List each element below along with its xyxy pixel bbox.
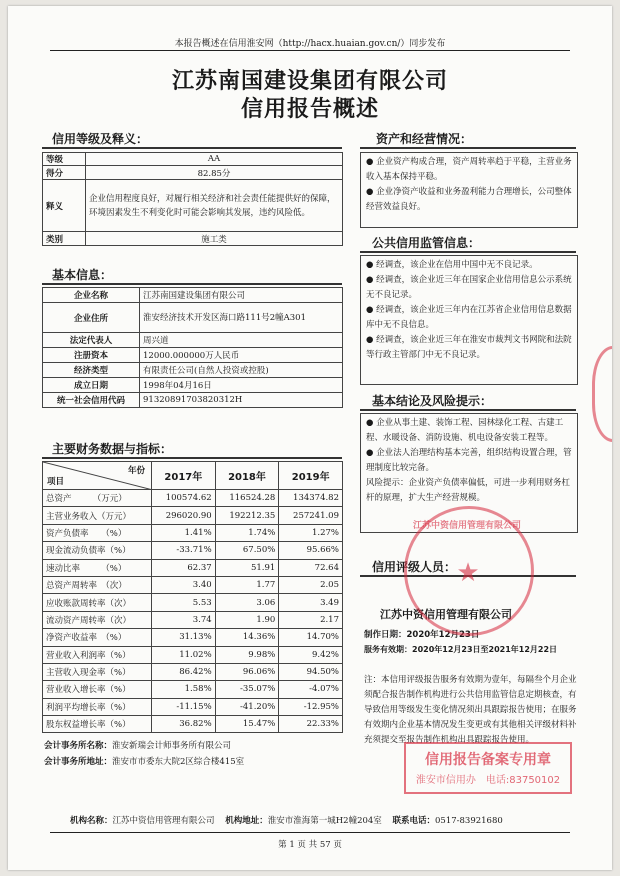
financial-heading: 主要财务数据与指标： bbox=[52, 442, 173, 456]
financial-row-label: 应收账款周转率（次） bbox=[43, 594, 152, 611]
assets-heading: 资产和经营情况： bbox=[376, 132, 473, 146]
validity-note: 注：本信用评级报告服务有效期为壹年，每隔叁个月企业须配合报告制作机构进行公共信用监管信息定期核查，有导致信用等级发生变化情况须出具跟踪报告使用；在服务有效期内企业基本情况发生变更或有其他相关评级材料补充须提交至报告制作机构出具跟踪报告使用。 bbox=[364, 675, 577, 745]
financial-row bbox=[43, 576, 343, 593]
filing-seal bbox=[404, 742, 572, 794]
financial-cell: 11.02% bbox=[152, 646, 216, 663]
financial-cell: 1.77 bbox=[215, 576, 279, 593]
financial-cell: 5.53 bbox=[152, 594, 216, 611]
score-label: 得分 bbox=[43, 166, 86, 180]
company-title: 江苏南国建设集团有限公司 bbox=[171, 68, 448, 94]
footer-org-label: 机构名称： bbox=[70, 816, 113, 826]
capital-label: 注册资本 bbox=[43, 348, 140, 363]
footer-tel-label: 联系电话： bbox=[392, 816, 436, 826]
financial-row bbox=[43, 663, 343, 680]
round-seal-text: 江苏中资信用管理有限公司 bbox=[412, 521, 521, 531]
table-corner-cell bbox=[43, 462, 152, 490]
public-box bbox=[360, 255, 578, 385]
financial-cell: 94.50% bbox=[279, 663, 343, 680]
financial-row-label: 总资产周转率 （次） bbox=[43, 576, 152, 593]
financial-cell: -41.20% bbox=[215, 698, 279, 715]
econ-type-value: 有限责任公司(自然人投资或控股) bbox=[140, 363, 343, 378]
financial-cell: 3.74 bbox=[152, 611, 216, 628]
public-item: ● 经调查，该企业在信用中国中无不良记录。 bbox=[366, 260, 538, 270]
rating-heading: 信用评级人员： bbox=[372, 560, 457, 574]
year-header: 2019年 bbox=[279, 462, 343, 490]
financial-row-label: 总资产 （万元） bbox=[43, 490, 152, 507]
financial-cell: 95.66% bbox=[279, 542, 343, 559]
financial-cell: -33.71% bbox=[152, 542, 216, 559]
financial-row-label: 主营收入现金率（%） bbox=[43, 663, 152, 680]
conclusion-item: ● 企业从事土建、装饰工程、园林绿化工程、古建工程、水暖设备、消防设施、机电设备安装工程等。 bbox=[366, 418, 564, 443]
financial-row-label: 利润平均增长率（%） bbox=[43, 698, 152, 715]
public-item: ● 经调查，该企业近三年内在江苏省企业信用信息数据库中无不良信息。 bbox=[366, 305, 572, 330]
financial-row bbox=[43, 716, 343, 733]
header-divider bbox=[50, 50, 570, 51]
company-name-label: 企业名称 bbox=[43, 288, 140, 303]
publish-note: 本报告概述在信用淮安网（http://hacx.huaian.gov.cn/）同步发布 bbox=[174, 39, 446, 49]
financial-row-label: 净资产收益率 （%） bbox=[43, 629, 152, 646]
public-heading: 公共信用监管信息： bbox=[372, 236, 481, 250]
report-page bbox=[8, 6, 612, 870]
financial-cell: 86.42% bbox=[152, 663, 216, 680]
capital-value: 12000.000000万人民币 bbox=[140, 348, 343, 363]
valid-value: 2020年12月23日至2021年12月22日 bbox=[412, 645, 558, 654]
financial-cell: 3.49 bbox=[279, 594, 343, 611]
financial-row bbox=[43, 542, 343, 559]
financial-row bbox=[43, 646, 343, 663]
financial-row-label: 流动资产周转率（次） bbox=[43, 611, 152, 628]
footer-org: 江苏中资信用管理有限公司 bbox=[112, 816, 215, 826]
footer-info bbox=[70, 814, 503, 826]
financial-cell: -12.95% bbox=[279, 698, 343, 715]
financial-cell: 14.36% bbox=[215, 629, 279, 646]
financial-row bbox=[43, 507, 343, 524]
financial-row bbox=[43, 594, 343, 611]
assets-box bbox=[360, 152, 578, 228]
financial-cell: 1.90 bbox=[215, 611, 279, 628]
auditor-line bbox=[44, 739, 231, 751]
rating-org: 江苏中资信用管理有限公司 bbox=[380, 608, 512, 621]
financial-row bbox=[43, 611, 343, 628]
made-date-value: 2020年12月23日 bbox=[406, 630, 480, 640]
credit-code-label: 统一社会信用代码 bbox=[43, 393, 140, 408]
auditor-label: 会计事务所名称： bbox=[44, 741, 113, 751]
meaning-value: 企业信用程度良好，对履行相关经济和社会责任能提供好的保障，环境因素发生不利变化时可能会影响其发展，违约风险低。 bbox=[86, 180, 343, 232]
auditor-value: 淮安新瑞会计师事务所有限公司 bbox=[112, 741, 232, 751]
financial-rows bbox=[43, 490, 343, 733]
grade-label: 等级 bbox=[43, 153, 86, 166]
auditor-address-value: 淮安市市委东大院2区综合楼415室 bbox=[112, 757, 245, 767]
financial-cell: 36.82% bbox=[152, 716, 216, 733]
risk-note: 风险提示：企业资产负债率偏低，可进一步利用财务杠杆的原理，扩大生产经营规模。 bbox=[366, 478, 571, 503]
financial-row bbox=[43, 681, 343, 698]
auditor-address-label: 会计事务所地址： bbox=[44, 757, 113, 767]
seal-star-icon: ★ bbox=[456, 558, 480, 588]
financial-cell: -11.15% bbox=[152, 698, 216, 715]
edge-seal-fragment bbox=[592, 346, 612, 442]
financial-cell: -4.07% bbox=[279, 681, 343, 698]
financial-cell: 2.05 bbox=[279, 576, 343, 593]
financial-cell: 51.91 bbox=[215, 559, 279, 576]
financial-cell: 2.17 bbox=[279, 611, 343, 628]
financial-cell: 1.74% bbox=[215, 524, 279, 541]
credit-code-value: 91320891703820312H bbox=[140, 393, 343, 408]
financial-cell: 9.98% bbox=[215, 646, 279, 663]
section-underline bbox=[42, 457, 342, 459]
legal-rep-value: 周兴道 bbox=[140, 333, 343, 348]
public-item: ● 经调查，该企业近三年在淮安市裁判文书网院和法院等行政主管部门中无不良记录。 bbox=[366, 335, 572, 360]
conclusion-heading: 基本结论及风险提示： bbox=[372, 394, 493, 408]
category-label: 类别 bbox=[43, 232, 86, 246]
section-underline bbox=[360, 147, 576, 149]
footer-addr: 淮安市淮海第一城H2幢204室 bbox=[267, 816, 382, 826]
section-underline bbox=[42, 283, 342, 285]
score-value: 82.85分 bbox=[86, 166, 343, 180]
financial-row-label: 速动比率 （%） bbox=[43, 559, 152, 576]
section-underline bbox=[42, 147, 342, 149]
valid-label: 服务有效期： bbox=[364, 645, 412, 654]
econ-type-label: 经济类型 bbox=[43, 363, 140, 378]
financial-cell: 15.47% bbox=[215, 716, 279, 733]
grade-value: AA bbox=[86, 153, 343, 166]
financial-row-label: 股东权益增长率（%） bbox=[43, 716, 152, 733]
category-value: 施工类 bbox=[86, 232, 343, 246]
filing-seal-title: 信用报告备案专用章 bbox=[425, 752, 551, 768]
financial-cell: 96.06% bbox=[215, 663, 279, 680]
credit-grade-table bbox=[42, 152, 343, 246]
financial-cell: 257241.09 bbox=[279, 507, 343, 524]
address-value: 淮安经济技术开发区海口路111号2幢A301 bbox=[140, 303, 343, 333]
assets-item: ● 企业资产构成合理，资产周转率趋于平稳，主营业务收入基本保持平稳。 bbox=[366, 157, 572, 182]
filing-seal-sub: 淮安市信用办 电话:83750102 bbox=[415, 775, 561, 786]
financial-row-label: 营业收入利润率（%） bbox=[43, 646, 152, 663]
financial-row bbox=[43, 698, 343, 715]
financial-cell: 9.42% bbox=[279, 646, 343, 663]
financial-cell: -35.07% bbox=[215, 681, 279, 698]
auditor-address-line bbox=[44, 755, 244, 767]
valid-period-line bbox=[364, 644, 557, 655]
basic-info-table bbox=[42, 287, 343, 408]
founded-label: 成立日期 bbox=[43, 378, 140, 393]
financial-row-label: 主营业务收入（万元） bbox=[43, 507, 152, 524]
financial-cell: 72.64 bbox=[279, 559, 343, 576]
report-title: 信用报告概述 bbox=[240, 96, 379, 122]
company-name-value: 江苏南国建设集团有限公司 bbox=[140, 288, 343, 303]
footer-divider bbox=[50, 832, 570, 833]
corner-year: 年份 bbox=[127, 466, 145, 476]
financial-cell: 3.06 bbox=[215, 594, 279, 611]
financial-row bbox=[43, 490, 343, 507]
financial-cell: 1.27% bbox=[279, 524, 343, 541]
made-date-label: 制作日期： bbox=[364, 630, 407, 640]
financial-cell: 67.50% bbox=[215, 542, 279, 559]
financial-cell: 116524.28 bbox=[215, 490, 279, 507]
page-number: 第 1 页 共 57 页 bbox=[278, 840, 342, 850]
financial-cell: 3.40 bbox=[152, 576, 216, 593]
section-underline bbox=[360, 409, 576, 411]
public-item: ● 经调查，该企业近三年在国家企业信用信息公示系统无不良记录。 bbox=[366, 275, 572, 300]
financial-table bbox=[42, 461, 343, 733]
financial-cell: 296020.90 bbox=[152, 507, 216, 524]
conclusion-item: ● 企业法人治理结构基本完善，组织结构设置合理，管理制度比较完备。 bbox=[366, 448, 572, 473]
financial-cell: 192212.35 bbox=[215, 507, 279, 524]
legal-rep-label: 法定代表人 bbox=[43, 333, 140, 348]
financial-row-label: 现金流动负债率（%） bbox=[43, 542, 152, 559]
founded-value: 1998年04月16日 bbox=[140, 378, 343, 393]
financial-cell: 1.58% bbox=[152, 681, 216, 698]
financial-row bbox=[43, 629, 343, 646]
financial-cell: 31.13% bbox=[152, 629, 216, 646]
financial-row-label: 资产负债率 （%） bbox=[43, 524, 152, 541]
assets-item: ● 企业净资产收益和业务盈利能力合理增长，公司整体经营效益良好。 bbox=[366, 187, 572, 212]
section-underline bbox=[360, 251, 576, 253]
financial-row-label: 营业收入增长率（%） bbox=[43, 681, 152, 698]
financial-cell: 134374.82 bbox=[279, 490, 343, 507]
financial-cell: 62.37 bbox=[152, 559, 216, 576]
basic-info-heading: 基本信息： bbox=[52, 268, 113, 282]
credit-grade-heading: 信用等级及释义： bbox=[52, 132, 149, 146]
financial-cell: 1.41% bbox=[152, 524, 216, 541]
meaning-label: 释义 bbox=[43, 180, 86, 232]
year-header: 2017年 bbox=[152, 462, 216, 490]
corner-item: 项目 bbox=[47, 477, 65, 487]
footer-tel: 0517-83921680 bbox=[435, 816, 503, 826]
address-label: 企业住所 bbox=[43, 303, 140, 333]
financial-row bbox=[43, 524, 343, 541]
footer-addr-label: 机构地址： bbox=[225, 816, 268, 826]
financial-cell: 14.70% bbox=[279, 629, 343, 646]
year-header: 2018年 bbox=[215, 462, 279, 490]
financial-cell: 22.33% bbox=[279, 716, 343, 733]
financial-row bbox=[43, 559, 343, 576]
financial-cell: 100574.62 bbox=[152, 490, 216, 507]
